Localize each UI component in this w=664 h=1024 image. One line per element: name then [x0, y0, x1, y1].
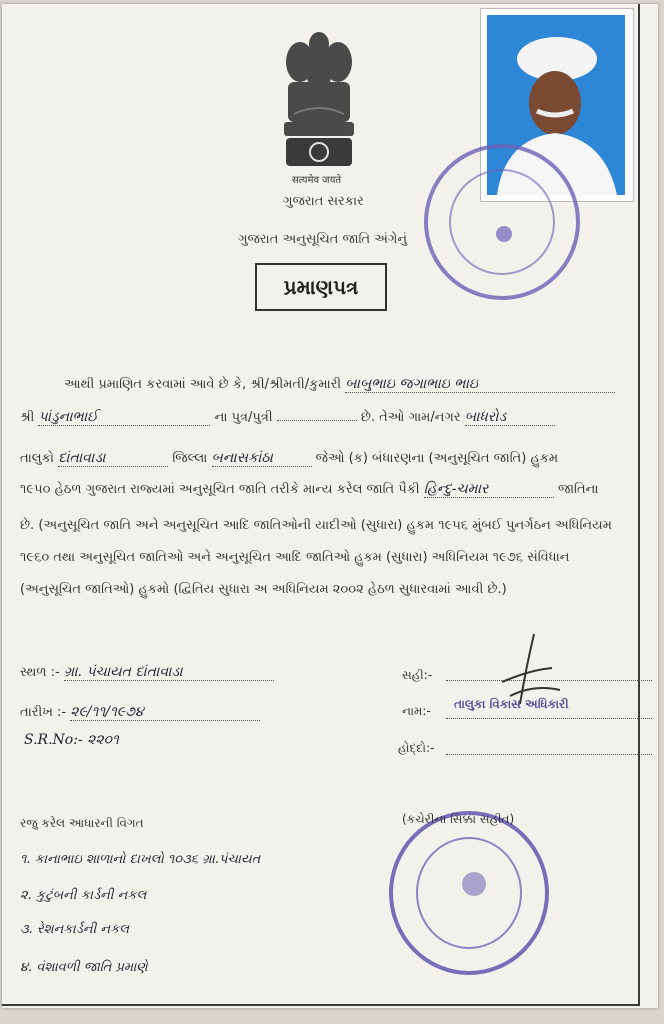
son-of-label: ના પુત્ર/પુત્રી: [214, 410, 273, 425]
date-label: તારીખ :-: [20, 705, 67, 720]
certificate-title: પ્રમાણપત્ર: [255, 263, 387, 311]
para-line-1: છે. (અનુસૂચિત જાતિ અને અનુસૂચિત આદિ જાતિઓની યાદીઓ (સુધારા) હુકમ ૧૯૫૬ મુંબઈ પુનર્ગઠન અધિનિયમ: [20, 518, 612, 533]
government-name: ગુજરાત સરકાર: [283, 194, 364, 209]
place-row: [20, 664, 274, 681]
applicant-name: બાબુભાઇ જગાભાઇ ભાઇ: [345, 376, 615, 393]
attached-item-1: ૧. કાનાભાઇ શાળાનો દાખલો ૧૦૩૬ ગ્રા.પંચાયત: [20, 852, 261, 867]
constitution-text: જેઓ (ક) બંધારણના (અનુસૂચિત જાતિ) હુકમ: [315, 451, 559, 466]
place-label: સ્થળ :-: [20, 665, 60, 680]
caste-suffix: જાતિના: [557, 482, 599, 497]
district-name: બનાસકાંઠા: [212, 450, 312, 467]
office-stamp-top-icon: [422, 142, 582, 302]
taluka-line: [20, 450, 558, 467]
officer-name-stamp: તાલુકા વિકાસ અધિકારી: [454, 697, 569, 711]
office-stamp-bottom-icon: [388, 810, 550, 976]
date-value: ૨૯/૧૧/૧૯૭૪: [70, 704, 260, 721]
seal-note: (કચેરીના સિક્કા સહીત): [402, 812, 515, 826]
legal-paragraph: [20, 512, 660, 604]
certify-line: [64, 376, 615, 393]
caste-name: હિન્દુ-ચમાર: [424, 481, 554, 498]
attached-docs-title: રજુ કરેલ આધારની વિગત: [20, 816, 144, 830]
date-row: [20, 704, 260, 721]
district-label: જિલ્લા: [172, 451, 208, 466]
shri-label: શ્રી: [20, 410, 35, 425]
serial-number: S.R.No:- ૨૨૦૧: [24, 732, 119, 748]
signature-label: સહી:-: [402, 668, 433, 682]
attached-item-2: ૨. કુટુંબની કાર્ડની નકલ: [20, 888, 147, 903]
designation-label: હોદ્દો:-: [398, 741, 435, 755]
taluka-label: તાલુકો: [20, 451, 55, 466]
place-value: ગ્રા. પંચાયત દાંતાવાડા: [64, 664, 274, 681]
attached-item-4: ૪. વંશાવળી જાતિ પ્રમાણે: [20, 960, 148, 975]
caste-text: ૧૯૫૦ હેઠળ ગુજરાત રાજ્યમાં અનુસૂચિત જાતિ તરીકે માન્ય કરેલ જાતિ પૈકી: [20, 482, 420, 497]
caste-line: [20, 481, 598, 498]
name-label: નામ:-: [402, 704, 431, 718]
attached-item-3: ૩. રેશનકાર્ડની નકલ: [20, 922, 130, 937]
emblem-motto: सत्यमेव जयते: [292, 175, 342, 186]
father-name: પાંડુનાભાઈ: [38, 409, 210, 426]
national-emblem-icon: [274, 22, 364, 174]
certificate-subtitle: ગુજરાત અનુસૂચિત જાતિ અંગેનું: [238, 232, 408, 247]
para-line-2: ૧૯૬૦ તથા અનુસૂચિત જાતિઓ અને અનુસૂચિત આદિ જાતિઓ હુકમ (સુધારા) અધિનિયમ ૧૯૭૬ સંવિધાન: [20, 550, 570, 565]
taluka-name: દાંતાવાડા: [58, 450, 168, 467]
para-line-3: (અનુસૂચિત જાતિઓ) હુકમો (દ્વિતિય સુધારા અ અધિનિયમ ૨૦૦૨ હેઠળ સુધારવામાં આવી છે.): [20, 582, 507, 597]
village-name: બાધરોડ: [465, 409, 555, 426]
village-label: છે. તેઓ ગામ/નગર: [360, 410, 461, 425]
certificate-paper: [2, 4, 658, 1008]
parent-line: [20, 409, 555, 426]
certify-prefix: આથી પ્રમાણિત કરવામાં આવે છે કે, શ્રી/શ્રીમતી/કુમારી: [64, 377, 342, 392]
